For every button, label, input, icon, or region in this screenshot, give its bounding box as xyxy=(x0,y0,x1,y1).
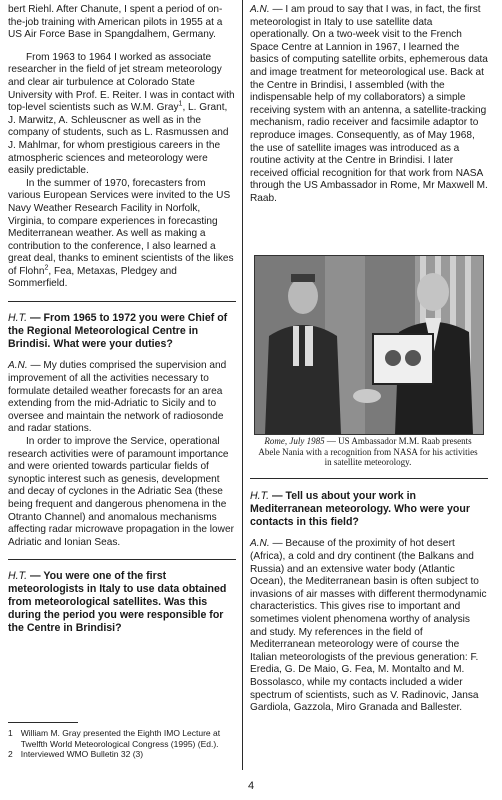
interview-answer: A.N. — Because of the proximity of hot desert (Africa), a cold and dry continent (the Balkans and Russia) and an extensive water body (Atlantic Ocean), the Mediterranean basin is often subject to invasions of air masses with different thermodynamic characteristics. This gives rise to important and sometimes violent phenomena worthy of analysis and study. My references in the field of Mediterranean meteorology were of course the Italian meteorologists of the previous generation: F. Eredia, G. De Maio, G. Fea, M. Montalto and M. Bossolasco, while my contacts included a wider spectrum of scientists, such as V. Radinovic, Jansa Gardiola, Gazzola, Miro Granada and Ballester. xyxy=(250,538,487,714)
award-photo xyxy=(254,255,484,435)
caption-place: Rome, July 1985 xyxy=(264,436,325,446)
interviewee-initials: A.N. xyxy=(8,360,28,372)
photo-illustration xyxy=(255,256,483,434)
left-column xyxy=(8,4,236,634)
section-rule xyxy=(250,478,488,479)
interviewer-initials: H.T. xyxy=(250,490,270,502)
footnote: 2 Interviewed WMO Bulletin 32 (3) xyxy=(8,749,144,759)
section-rule xyxy=(8,559,236,560)
interview-question: H.T. — Tell us about your work in Mediterranean meteorology. Who were your contacts in this field? xyxy=(250,490,470,528)
interview-answer: A.N. — I am proud to say that I was, in fact, the first meteorologist in Italy to use satellite data operationally. On a two-week visit to the French Space Centre at Lannion in 1967, I learned the basics of computing satellite orbits, ephemerous data and image treatment for meteorological use. Back at the Centre in Brindisi, I assembled (with the indispensable help of my collaborators) a simple receiving system with an antenna, a satellite-tracking mechanism, radio receiver and facsimile adaptor to reproduce images. Consequently, as of May 1968, the use of satellite images was introduced as a routine activity at the Centre in Brindisi. I later received official recognition for that work from NASA through the US Ambassador in Rome, Mr Maxwell M. Raab. xyxy=(250,4,488,204)
right-column-lower xyxy=(250,490,488,715)
photo-caption: Rome, July 1985 — US Ambassador M.M. Raab presents Abele Nania with a recognition from NASA for his activities in satellite meteorology. xyxy=(258,436,478,467)
footnote-ref: 2 xyxy=(44,264,49,272)
interview-question: H.T. — From 1965 to 1972 you were Chief of the Regional Meteorological Centre in Brindisi. What were your duties? xyxy=(8,312,228,350)
footnote-ref: 1 xyxy=(178,100,183,108)
right-column xyxy=(250,4,488,206)
interviewee-initials: A.N. xyxy=(250,538,270,550)
interviewer-initials: H.T. xyxy=(8,570,28,583)
interviewer-initials: H.T. xyxy=(8,312,28,325)
paragraph: bert Riehl. After Chanute, I spent a period of on-the-job training with American pilots in 1955 at a US Air Force Base in Spangdalhem, Germany. xyxy=(8,4,223,41)
page-number: 4 xyxy=(247,780,255,792)
paragraph: In the summer of 1970, forecasters from various European Services were invited to the US Navy Weather Research Facility in Norfolk, Virginia, to compare experiences in forecasting Mediterranean weather. As well as making a contribution to the conference, I also learned a great deal, thanks to eminent scientists of the likes of Flohn$^2$, Fea, Metaxas, Pledgey and Sommerfield. xyxy=(8,177,234,290)
paragraph: In order to improve the Service, operational research activities were of paramount importance and were oriented towards particular fields of synoptic interest such as genesis, development and decay of cyclones in the Adriatic Sea (these being frequent and dangerous phenomena in the Otranto Channel) and anomalous mechanisms affecting radar microwave propagation in the lower Adriatic and Ionian Seas. xyxy=(8,436,234,548)
footnote-rule xyxy=(8,722,78,723)
footnote: 1 William M. Gray presented the Eighth IMO Lecture at Twelfth World Meteorological Congress (1995) (Ed.). xyxy=(8,728,221,749)
footnotes xyxy=(8,728,236,760)
column-divider xyxy=(242,0,243,770)
interview-answer: A.N. — My duties comprised the supervision and improvement of all the activities necessary to formulate detailed weather forecasts for an area extending from the mid-Adriatic to Sicily and to oversee and maintain the network of radiosonde and radar stations. xyxy=(8,360,227,435)
section-rule xyxy=(8,301,236,302)
paragraph: From 1963 to 1964 I worked as associate researcher in the field of jet stream meteorology and clear air turbulence at Colorado State University with Prof. E. Reiter. I was in contact with top-level scientists such as W.M. Gray$^1$, L. Grant, J. Marwitz, A. Schleuscner as well as in the company of students, such as L. Rasmussen and J. Mahlmar, for whom prestigious careers in the atmospheric sciences and meteorology were easily predictable. xyxy=(8,51,235,177)
interviewee-initials: A.N. xyxy=(250,4,270,15)
interview-question: H.T. — You were one of the first meteorologists in Italy to use data obtained from meteorological satellites. Was this during the period you were responsible for the Centre in Brindisi? xyxy=(8,570,227,634)
